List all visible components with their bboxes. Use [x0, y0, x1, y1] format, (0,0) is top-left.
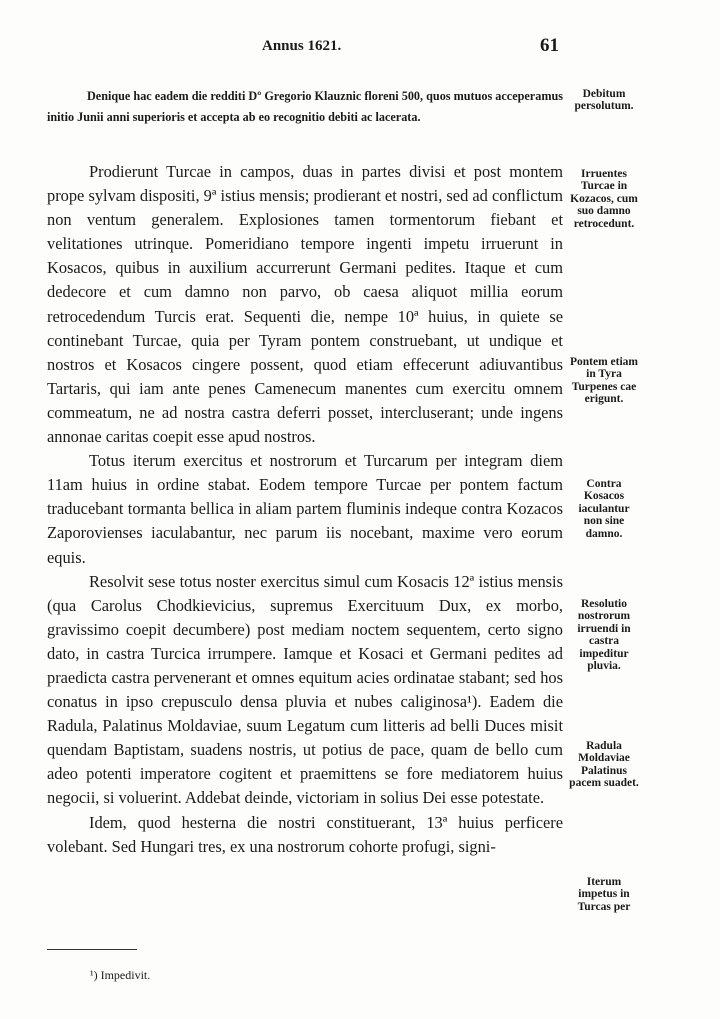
margin-note: Radula Moldaviae Palatinus pacem suadet.	[569, 740, 639, 790]
margin-note: Contra Kosacos iaculantur non sine damno.	[578, 478, 630, 540]
footnote: ¹) Impedivit.	[90, 968, 151, 982]
footnote-divider	[47, 949, 137, 950]
paragraph: Totus iterum exercitus et nostrorum et Turcarum per integram diem 11am huius in ordine stabat. Eodem tempore Turcae per pontem factum traducebant tormanta bellica in aliam partem fluminis indeque contra Kozacos Zaporovienses iaculabantur, nec parum iis nocebant, maxime vero eorum equis.	[47, 451, 563, 567]
main-text	[47, 160, 563, 859]
paragraph: Prodierunt Turcae in campos, duas in partes divisi et post montem prope sylvam dispositi, 9ª istius mensis; prodierant et nostri, sed ad conflictum non ventum generalem. Explosiones tamen tormentorum fiebant et velitationes utrinque. Pomeridiano tempore ingenti impetu irruerunt in Kosacos, quibus in auxilium accurrerunt Germani pedites. Itaque et cum dedecore et cum damno non parvo, ob caesa aliquot millia eorum retrocedendum Turcis erat. Sequenti die, nempe 10ª huius, in quiete se continebant Turcae, quia per Tyram pontem construebant, ut undique et nostros et Kosacos cingere possent, quod etiam effecerunt adiuvantibus Tartaris, qui iam ante penes Camenecum manentes cum exercitu omnem commeatum, ne ad nostra castra deferri posset, intercluserant; unde ingens annonae caritas coepit esse apud nostros.	[47, 162, 563, 447]
margin-note: Debitum persolutum.	[574, 88, 634, 113]
margin-note: Irruentes Turcae in Kozacos, cum suo damno retrocedunt.	[570, 168, 638, 230]
paragraph: Idem, quod hesterna die nostri constituerant, 13ª huius perficere volebant. Sed Hungari tres, ex una nostrorum cohorte profugi, signi-	[47, 812, 563, 856]
paragraph: Resolvit sese totus noster exercitus simul cum Kosacis 12ª istius mensis (qua Carolus Chodkievicius, supremus Exercituum Dux, ex morbo, gravissimo coepit decumbere) post mediam noctem sequentem, certo signo dato, in castra Turcica irrumpere. Iamque et Kosaci et Germani pedites ad praedicta castra pervenerant et omnes equitum acies ordinatae stabant; sed hos conatus in ipso crepusculo densa pluvia et nubes caliginosa¹). Eadem die Radula, Palatinus Moldaviae, suum Legatum cum litteris ad belli Duces misit quendam Baptistam, suadens nostris, ut potius de pace, quam de bello cum adeo potenti imperatore cogitent et praemittens se fore mediatorem huius negocii, si voluerint. Addebat deinde, victoriam in solius Dei esse potestate.	[47, 571, 563, 808]
margin-note: Iterum impetus in Turcas per	[577, 876, 631, 913]
intro-paragraph: Denique hac eadem die redditi Dº Gregorio Klauznic floreni 500, quos mutuos acceperamus initio Junii anni superioris et accepta ab eo recognitio debiti ac lacerata.	[47, 89, 563, 124]
page-number: 61	[540, 35, 559, 56]
running-title: Annus 1621.	[262, 38, 342, 54]
margin-note: Resolutio nostrorum irruendi in castra impeditur pluvia.	[577, 598, 631, 673]
page-header	[0, 35, 720, 62]
margin-note: Pontem etiam in Tyra Turpenes cae erigunt.	[569, 356, 639, 406]
